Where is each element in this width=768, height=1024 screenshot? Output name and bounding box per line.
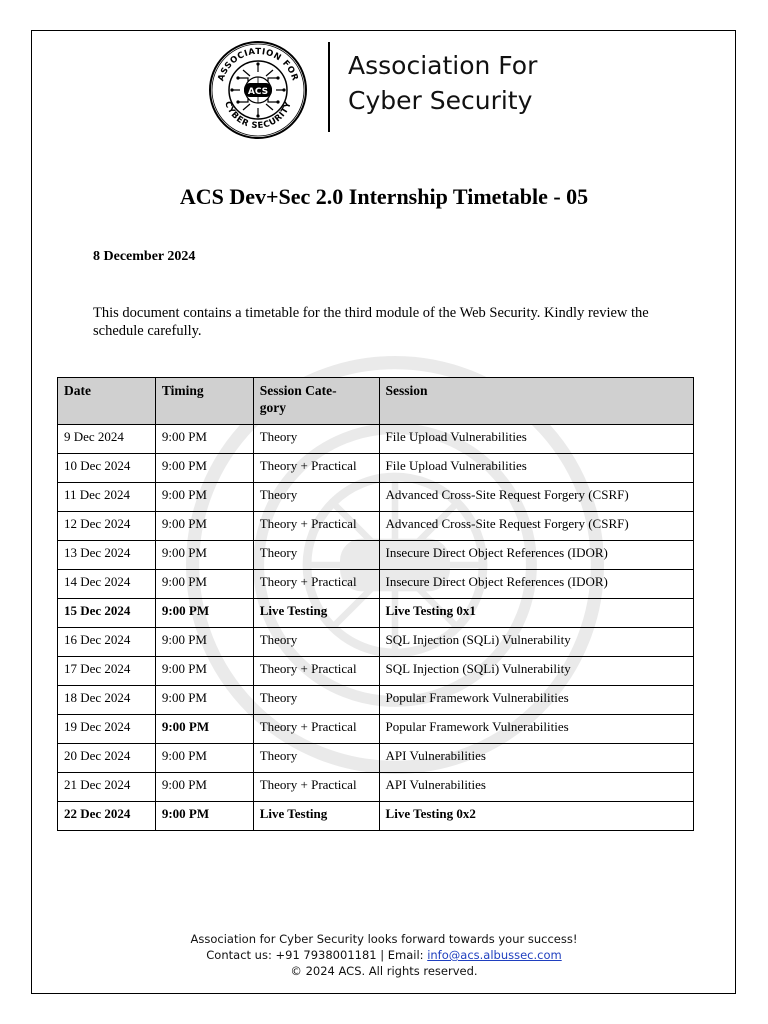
table-row <box>58 512 694 541</box>
cell-timing: 9:00 PM <box>155 483 253 512</box>
cell-timing: 9:00 PM <box>155 802 253 831</box>
acs-logo-icon <box>208 40 308 140</box>
org-name <box>348 48 537 118</box>
cell-category: Theory <box>253 628 379 657</box>
cell-category: Theory + Practical <box>253 715 379 744</box>
cell-category: Theory + Practical <box>253 570 379 599</box>
table-row <box>58 773 694 802</box>
header-session-category-line2: gory <box>259 400 286 415</box>
table-row <box>58 628 694 657</box>
cell-timing: 9:00 PM <box>155 454 253 483</box>
cell-session: Popular Framework Vulnerabilities <box>379 715 693 744</box>
cell-session: SQL Injection (SQLi) Vulnerability <box>379 657 693 686</box>
org-name-line2: Cyber Security <box>348 86 533 115</box>
cell-date: 16 Dec 2024 <box>58 628 156 657</box>
cell-category: Theory + Practical <box>253 512 379 541</box>
table-header-row <box>58 378 694 425</box>
cell-category: Theory + Practical <box>253 454 379 483</box>
cell-session: File Upload Vulnerabilities <box>379 425 693 454</box>
cell-category: Live Testing <box>253 802 379 831</box>
table-row <box>58 744 694 773</box>
cell-timing: 9:00 PM <box>155 425 253 454</box>
footer-tagline: Association for Cyber Security looks forward towards your success! <box>190 932 578 946</box>
header-session-category-line1: Session Cate- <box>259 383 337 398</box>
intro-paragraph: This document contains a timetable for the third module of the Web Security. Kindly review the schedule carefully. <box>93 305 649 339</box>
cell-date: 12 Dec 2024 <box>58 512 156 541</box>
cell-date: 9 Dec 2024 <box>58 425 156 454</box>
cell-session: Live Testing 0x2 <box>379 802 693 831</box>
cell-timing: 9:00 PM <box>155 657 253 686</box>
cell-date: 14 Dec 2024 <box>58 570 156 599</box>
cell-date: 15 Dec 2024 <box>58 599 156 628</box>
cell-session: Insecure Direct Object References (IDOR) <box>379 541 693 570</box>
table-row <box>58 454 694 483</box>
header-session: Session <box>379 378 693 425</box>
logo-ring-bottom-text: CYBER SECURITY <box>222 100 294 132</box>
cell-session: API Vulnerabilities <box>379 773 693 802</box>
cell-session: SQL Injection (SQLi) Vulnerability <box>379 628 693 657</box>
cell-date: 19 Dec 2024 <box>58 715 156 744</box>
header-session-category <box>253 378 379 425</box>
timetable <box>57 377 694 831</box>
table-row <box>58 686 694 715</box>
cell-category: Theory <box>253 541 379 570</box>
cell-timing: 9:00 PM <box>155 541 253 570</box>
cell-session: Insecure Direct Object References (IDOR) <box>379 570 693 599</box>
cell-category: Live Testing <box>253 599 379 628</box>
cell-session: Advanced Cross-Site Request Forgery (CSRF) <box>379 483 693 512</box>
footer-contact-prefix: Contact us: +91 7938001181 | Email: <box>206 948 428 962</box>
cell-date: 20 Dec 2024 <box>58 744 156 773</box>
cell-date: 11 Dec 2024 <box>58 483 156 512</box>
table-row <box>58 541 694 570</box>
cell-category: Theory <box>253 425 379 454</box>
document-date: 8 December 2024 <box>93 249 196 264</box>
cell-timing: 9:00 PM <box>155 715 253 744</box>
cell-date: 13 Dec 2024 <box>58 541 156 570</box>
cell-date: 17 Dec 2024 <box>58 657 156 686</box>
cell-date: 10 Dec 2024 <box>58 454 156 483</box>
footer-copyright: © 2024 ACS. All rights reserved. <box>290 964 478 978</box>
header-timing: Timing <box>155 378 253 425</box>
cell-category: Theory <box>253 686 379 715</box>
cell-session: API Vulnerabilities <box>379 744 693 773</box>
cell-timing: 9:00 PM <box>155 570 253 599</box>
cell-timing: 9:00 PM <box>155 599 253 628</box>
cell-date: 21 Dec 2024 <box>58 773 156 802</box>
table-row <box>58 483 694 512</box>
logo-center-text: ACS <box>247 87 269 97</box>
cell-category: Theory <box>253 744 379 773</box>
cell-category: Theory + Practical <box>253 773 379 802</box>
table-row <box>58 715 694 744</box>
cell-timing: 9:00 PM <box>155 512 253 541</box>
org-name-line1: Association For <box>348 51 538 80</box>
cell-timing: 9:00 PM <box>155 773 253 802</box>
table-row <box>58 599 694 628</box>
cell-session: Advanced Cross-Site Request Forgery (CSRF) <box>379 512 693 541</box>
cell-date: 22 Dec 2024 <box>58 802 156 831</box>
logo-ring-top-text: ASSOCIATION FOR <box>216 46 300 83</box>
table-row <box>58 802 694 831</box>
header-date: Date <box>58 378 156 425</box>
footer-contact <box>0 947 768 963</box>
footer <box>0 931 768 979</box>
cell-timing: 9:00 PM <box>155 744 253 773</box>
table-row <box>58 570 694 599</box>
cell-category: Theory <box>253 483 379 512</box>
cell-date: 18 Dec 2024 <box>58 686 156 715</box>
cell-timing: 9:00 PM <box>155 628 253 657</box>
document-title: ACS Dev+Sec 2.0 Internship Timetable - 05 <box>179 184 589 209</box>
cell-session: Live Testing 0x1 <box>379 599 693 628</box>
cell-category: Theory + Practical <box>253 657 379 686</box>
footer-email-link[interactable]: info@acs.albussec.com <box>427 948 562 962</box>
cell-timing: 9:00 PM <box>155 686 253 715</box>
cell-session: Popular Framework Vulnerabilities <box>379 686 693 715</box>
header-divider <box>328 42 330 132</box>
cell-session: File Upload Vulnerabilities <box>379 454 693 483</box>
table-row <box>58 425 694 454</box>
table-row <box>58 657 694 686</box>
